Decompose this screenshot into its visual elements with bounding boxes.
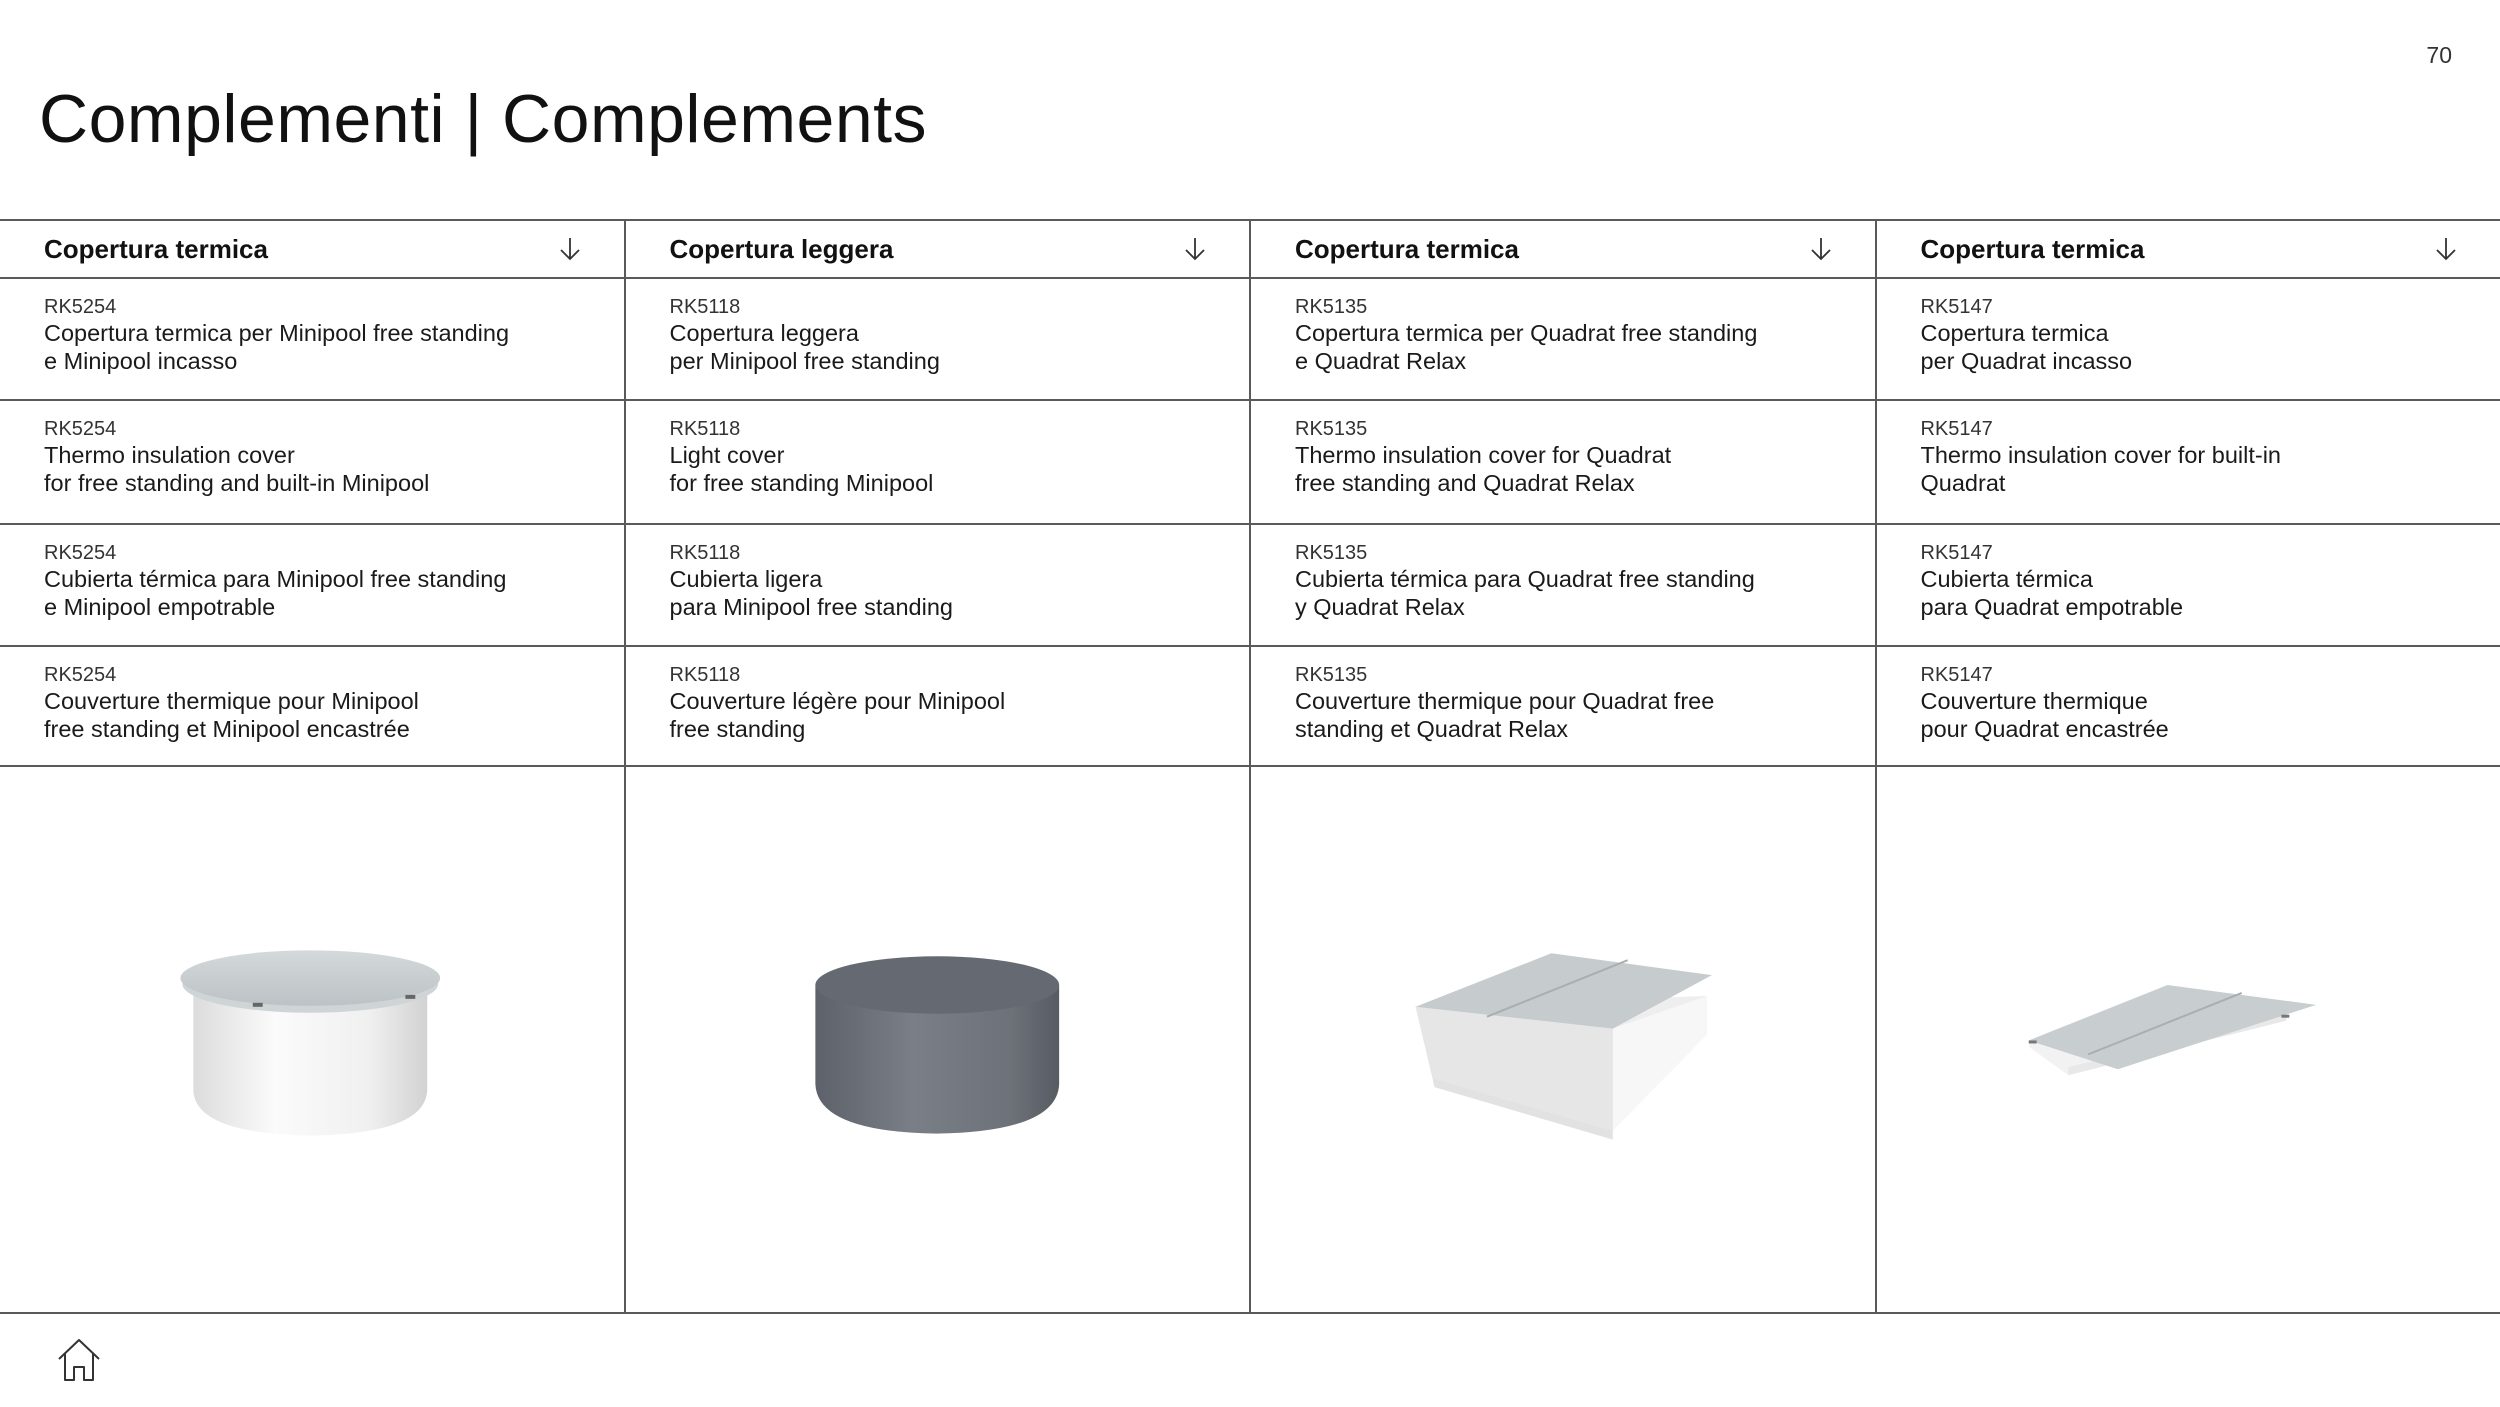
- product-code: RK5135: [1295, 418, 1368, 440]
- product-description: Couverture thermique pour Quadrat encastrée: [1920, 688, 2169, 742]
- entry-italian: [626, 279, 1250, 401]
- product-code: RK5118: [669, 296, 741, 318]
- column-rk5135: [1249, 221, 1875, 1312]
- entry-spanish: [626, 525, 1250, 647]
- column-header-label: Copertura leggera: [669, 233, 894, 264]
- product-description: Copertura leggera per Minipool free standing: [669, 320, 940, 374]
- entry-italian: [1251, 279, 1875, 401]
- arrow-down-icon: [2434, 236, 2458, 262]
- column-header-label: Copertura termica: [44, 233, 268, 264]
- product-image-cell: [626, 767, 1250, 1312]
- product-description: Cubierta térmica para Quadrat free standing y Quadrat Relax: [1295, 566, 1755, 620]
- entry-english: [626, 401, 1250, 525]
- entry-spanish: [1877, 525, 2500, 647]
- product-description: Copertura termica per Minipool free standing e Minipool incasso: [44, 320, 510, 374]
- entry-italian: [1877, 279, 2500, 401]
- column-rk5254: [0, 221, 624, 1312]
- column-header[interactable]: [1251, 221, 1875, 279]
- entry-spanish: [1251, 525, 1875, 647]
- entry-french: [1251, 647, 1875, 767]
- product-image-cell: [1877, 767, 2500, 1312]
- product-description: Cubierta térmica para Quadrat empotrable: [1920, 566, 2184, 620]
- product-code: RK5135: [1295, 542, 1368, 564]
- column-rk5118: [624, 221, 1250, 1312]
- entry-english: [1877, 401, 2500, 525]
- product-code: RK5254: [44, 296, 117, 318]
- entry-spanish: [0, 525, 624, 647]
- column-rk5147: [1875, 221, 2500, 1312]
- page-number: 70: [2426, 42, 2452, 68]
- product-code: RK5147: [1920, 664, 1993, 686]
- product-description: Thermo insulation cover for free standing and built-in Minipool: [44, 442, 430, 496]
- entry-english: [0, 401, 624, 525]
- round-white-minipool-cover-icon: [0, 767, 624, 1312]
- product-description: Couverture thermique pour Minipool free standing et Minipool encastrée: [44, 688, 419, 742]
- product-code: RK5147: [1920, 418, 1993, 440]
- product-description: Cubierta térmica para Minipool free standing e Minipool empotrable: [44, 566, 507, 620]
- column-header[interactable]: [0, 221, 624, 279]
- entry-french: [626, 647, 1250, 767]
- product-code: RK5147: [1920, 542, 1993, 564]
- product-code: RK5135: [1295, 296, 1368, 318]
- arrow-down-icon: [1183, 236, 1207, 262]
- entry-french: [1877, 647, 2500, 767]
- entry-english: [1251, 401, 1875, 525]
- round-grey-light-cover-icon: [626, 767, 1250, 1312]
- product-code: RK5135: [1295, 664, 1368, 686]
- product-description: Thermo insulation cover for Quadrat free standing and Quadrat Relax: [1295, 442, 1672, 496]
- entry-italian: [0, 279, 624, 401]
- column-header-label: Copertura termica: [1920, 233, 2145, 264]
- product-description: Couverture légère pour Minipool free standing: [669, 688, 1006, 742]
- product-description: Couverture thermique pour Quadrat free standing et Quadrat Relax: [1295, 688, 1715, 742]
- product-code: RK5254: [44, 542, 117, 564]
- product-code: RK5118: [669, 664, 741, 686]
- product-image-cell: [1251, 767, 1875, 1312]
- product-code: RK5118: [669, 418, 741, 440]
- product-description: Light cover for free standing Minipool: [669, 442, 934, 496]
- product-description: Thermo insulation cover for built-in Quadrat: [1920, 442, 2281, 496]
- arrow-down-icon: [1809, 236, 1833, 262]
- column-header[interactable]: [626, 221, 1250, 279]
- flat-quadrat-cover-icon: [1877, 767, 2500, 1312]
- page-title: Complementi | Complements: [39, 81, 928, 157]
- entry-french: [0, 647, 624, 767]
- product-image-cell: [0, 767, 624, 1312]
- product-code: RK5118: [669, 542, 741, 564]
- product-code: RK5254: [44, 664, 117, 686]
- product-code: RK5254: [44, 418, 117, 440]
- arrow-down-icon: [558, 236, 582, 262]
- product-description: Copertura termica per Quadrat incasso: [1920, 320, 2133, 374]
- home-icon[interactable]: [54, 1335, 104, 1385]
- product-description: Copertura termica per Quadrat free standing e Quadrat Relax: [1295, 320, 1758, 374]
- product-code: RK5147: [1920, 296, 1993, 318]
- product-description: Cubierta ligera para Minipool free standing: [669, 566, 953, 620]
- square-quadrat-cover-icon: [1251, 767, 1875, 1312]
- column-header[interactable]: [1877, 221, 2500, 279]
- complements-grid: [0, 219, 2500, 1314]
- column-header-label: Copertura termica: [1295, 233, 1519, 264]
